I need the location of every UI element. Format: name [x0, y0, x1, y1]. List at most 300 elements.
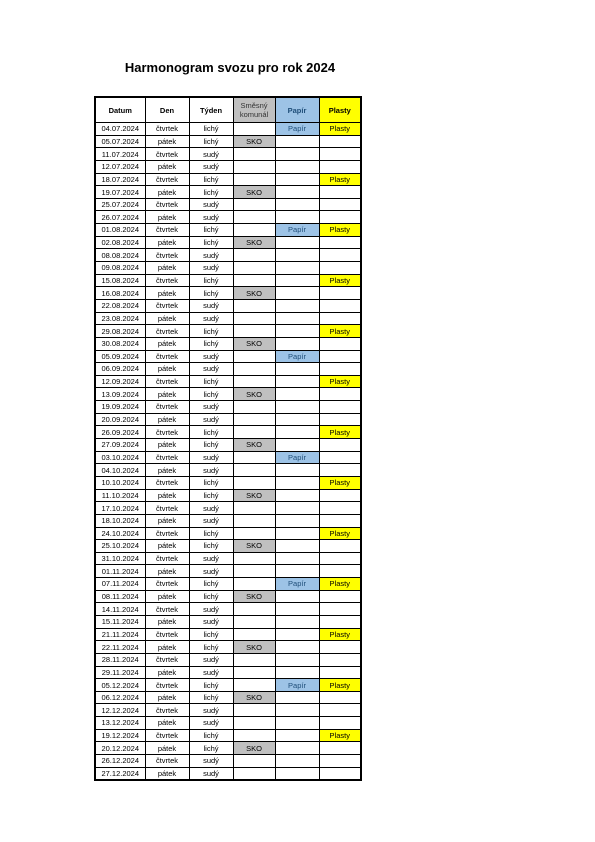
cell-mixed-waste: SKO: [233, 236, 275, 249]
cell-plastic: Plasty: [319, 224, 361, 237]
cell-date: 30.08.2024: [95, 337, 145, 350]
cell-paper: [275, 375, 319, 388]
cell-plastic: [319, 502, 361, 515]
cell-week: lichý: [189, 325, 233, 338]
cell-plastic: [319, 565, 361, 578]
cell-mixed-waste: [233, 603, 275, 616]
cell-plastic: [319, 287, 361, 300]
cell-day: pátek: [145, 615, 189, 628]
cell-plastic: [319, 755, 361, 768]
cell-week: sudý: [189, 413, 233, 426]
cell-week: sudý: [189, 514, 233, 527]
table-row: [95, 666, 361, 679]
cell-mixed-waste: [233, 123, 275, 136]
table-row: [95, 198, 361, 211]
table-row: [95, 160, 361, 173]
cell-paper: [275, 337, 319, 350]
table-row: [95, 691, 361, 704]
table-row: [95, 413, 361, 426]
cell-mixed-waste: [233, 666, 275, 679]
cell-mixed-waste: [233, 224, 275, 237]
cell-day: čtvrtek: [145, 224, 189, 237]
cell-week: sudý: [189, 312, 233, 325]
cell-week: lichý: [189, 224, 233, 237]
table-row: [95, 262, 361, 275]
cell-week: sudý: [189, 502, 233, 515]
cell-plastic: [319, 299, 361, 312]
cell-mixed-waste: [233, 262, 275, 275]
cell-date: 06.12.2024: [95, 691, 145, 704]
cell-day: pátek: [145, 388, 189, 401]
cell-mixed-waste: [233, 274, 275, 287]
table-row: [95, 603, 361, 616]
table-row: [95, 211, 361, 224]
cell-plastic: [319, 464, 361, 477]
cell-mixed-waste: [233, 312, 275, 325]
cell-paper: [275, 401, 319, 414]
cell-date: 20.12.2024: [95, 742, 145, 755]
cell-plastic: Plasty: [319, 679, 361, 692]
cell-plastic: [319, 552, 361, 565]
table-row: [95, 236, 361, 249]
cell-mixed-waste: [233, 628, 275, 641]
table-row: [95, 653, 361, 666]
header-mixed-waste: Směsný komunál: [233, 97, 275, 123]
cell-mixed-waste: [233, 615, 275, 628]
table-row: [95, 729, 361, 742]
cell-date: 12.09.2024: [95, 375, 145, 388]
cell-paper: [275, 552, 319, 565]
table-row: [95, 540, 361, 553]
cell-date: 24.10.2024: [95, 527, 145, 540]
cell-paper: [275, 426, 319, 439]
cell-day: čtvrtek: [145, 401, 189, 414]
header-date: Datum: [95, 97, 145, 123]
cell-day: pátek: [145, 186, 189, 199]
cell-week: sudý: [189, 148, 233, 161]
cell-mixed-waste: [233, 413, 275, 426]
cell-week: lichý: [189, 186, 233, 199]
table-row: [95, 363, 361, 376]
cell-week: lichý: [189, 375, 233, 388]
cell-mixed-waste: [233, 426, 275, 439]
cell-week: lichý: [189, 439, 233, 452]
cell-date: 31.10.2024: [95, 552, 145, 565]
cell-week: sudý: [189, 198, 233, 211]
cell-mixed-waste: [233, 249, 275, 262]
cell-week: sudý: [189, 666, 233, 679]
cell-mixed-waste: [233, 198, 275, 211]
cell-day: pátek: [145, 464, 189, 477]
cell-plastic: Plasty: [319, 325, 361, 338]
cell-day: čtvrtek: [145, 451, 189, 464]
cell-mixed-waste: [233, 401, 275, 414]
cell-paper: [275, 704, 319, 717]
cell-day: čtvrtek: [145, 679, 189, 692]
cell-mixed-waste: [233, 363, 275, 376]
cell-plastic: Plasty: [319, 173, 361, 186]
table-row: [95, 552, 361, 565]
cell-plastic: [319, 363, 361, 376]
cell-plastic: [319, 135, 361, 148]
cell-day: pátek: [145, 413, 189, 426]
cell-plastic: [319, 350, 361, 363]
cell-paper: [275, 299, 319, 312]
cell-week: lichý: [189, 337, 233, 350]
cell-mixed-waste: SKO: [233, 439, 275, 452]
table-row: [95, 375, 361, 388]
cell-date: 08.08.2024: [95, 249, 145, 262]
cell-mixed-waste: SKO: [233, 641, 275, 654]
cell-mixed-waste: SKO: [233, 691, 275, 704]
cell-plastic: [319, 160, 361, 173]
cell-mixed-waste: [233, 299, 275, 312]
cell-plastic: [319, 249, 361, 262]
cell-mixed-waste: [233, 148, 275, 161]
cell-date: 01.11.2024: [95, 565, 145, 578]
cell-date: 25.10.2024: [95, 540, 145, 553]
cell-week: sudý: [189, 755, 233, 768]
cell-week: sudý: [189, 350, 233, 363]
cell-date: 04.10.2024: [95, 464, 145, 477]
cell-paper: [275, 186, 319, 199]
header-row: [95, 97, 361, 123]
cell-week: lichý: [189, 578, 233, 591]
cell-date: 02.08.2024: [95, 236, 145, 249]
cell-date: 26.07.2024: [95, 211, 145, 224]
header-paper: Papír: [275, 97, 319, 123]
cell-paper: Papír: [275, 578, 319, 591]
cell-paper: Papír: [275, 350, 319, 363]
cell-mixed-waste: [233, 704, 275, 717]
table-row: [95, 767, 361, 780]
cell-date: 18.07.2024: [95, 173, 145, 186]
cell-week: sudý: [189, 565, 233, 578]
cell-day: čtvrtek: [145, 173, 189, 186]
cell-mixed-waste: SKO: [233, 590, 275, 603]
cell-week: sudý: [189, 603, 233, 616]
table-row: [95, 679, 361, 692]
cell-date: 20.09.2024: [95, 413, 145, 426]
cell-date: 27.09.2024: [95, 439, 145, 452]
cell-date: 22.11.2024: [95, 641, 145, 654]
cell-mixed-waste: [233, 350, 275, 363]
cell-day: pátek: [145, 363, 189, 376]
cell-week: lichý: [189, 274, 233, 287]
cell-plastic: [319, 388, 361, 401]
document-title: Harmonogram svozu pro rok 2024: [124, 60, 336, 75]
cell-mixed-waste: SKO: [233, 135, 275, 148]
table-row: [95, 476, 361, 489]
cell-paper: [275, 590, 319, 603]
cell-day: pátek: [145, 262, 189, 275]
cell-plastic: [319, 666, 361, 679]
cell-date: 08.11.2024: [95, 590, 145, 603]
cell-date: 23.08.2024: [95, 312, 145, 325]
cell-day: čtvrtek: [145, 123, 189, 136]
table-row: [95, 299, 361, 312]
cell-paper: [275, 691, 319, 704]
cell-day: čtvrtek: [145, 148, 189, 161]
cell-day: pátek: [145, 514, 189, 527]
cell-plastic: [319, 514, 361, 527]
cell-day: pátek: [145, 135, 189, 148]
cell-paper: [275, 198, 319, 211]
cell-plastic: [319, 186, 361, 199]
cell-date: 13.09.2024: [95, 388, 145, 401]
table-row: [95, 464, 361, 477]
cell-paper: [275, 211, 319, 224]
table-row: [95, 628, 361, 641]
table-row: [95, 173, 361, 186]
cell-week: sudý: [189, 767, 233, 780]
cell-plastic: Plasty: [319, 375, 361, 388]
cell-mixed-waste: [233, 173, 275, 186]
cell-week: sudý: [189, 704, 233, 717]
cell-plastic: [319, 653, 361, 666]
header-plastic: Plasty: [319, 97, 361, 123]
cell-mixed-waste: SKO: [233, 186, 275, 199]
cell-plastic: [319, 236, 361, 249]
cell-mixed-waste: [233, 653, 275, 666]
table-row: [95, 641, 361, 654]
cell-day: pátek: [145, 717, 189, 730]
cell-date: 06.09.2024: [95, 363, 145, 376]
cell-paper: [275, 641, 319, 654]
cell-plastic: [319, 262, 361, 275]
cell-plastic: [319, 691, 361, 704]
table-row: [95, 502, 361, 515]
cell-paper: [275, 312, 319, 325]
cell-mixed-waste: [233, 767, 275, 780]
cell-day: čtvrtek: [145, 198, 189, 211]
table-row: [95, 439, 361, 452]
cell-week: sudý: [189, 262, 233, 275]
cell-week: sudý: [189, 464, 233, 477]
cell-paper: Papír: [275, 224, 319, 237]
cell-paper: [275, 274, 319, 287]
cell-day: pátek: [145, 439, 189, 452]
table-row: [95, 514, 361, 527]
cell-paper: [275, 729, 319, 742]
cell-week: sudý: [189, 363, 233, 376]
cell-plastic: Plasty: [319, 274, 361, 287]
cell-day: pátek: [145, 565, 189, 578]
cell-paper: [275, 439, 319, 452]
cell-date: 11.07.2024: [95, 148, 145, 161]
cell-day: čtvrtek: [145, 603, 189, 616]
cell-mixed-waste: SKO: [233, 388, 275, 401]
table-row: [95, 590, 361, 603]
cell-mixed-waste: [233, 717, 275, 730]
table-row: [95, 451, 361, 464]
cell-day: čtvrtek: [145, 653, 189, 666]
cell-day: čtvrtek: [145, 299, 189, 312]
cell-paper: [275, 666, 319, 679]
cell-week: lichý: [189, 123, 233, 136]
cell-day: pátek: [145, 337, 189, 350]
table-row: [95, 426, 361, 439]
cell-day: čtvrtek: [145, 628, 189, 641]
cell-day: pátek: [145, 742, 189, 755]
table-row: [95, 578, 361, 591]
cell-day: čtvrtek: [145, 527, 189, 540]
cell-day: čtvrtek: [145, 325, 189, 338]
table-row: [95, 325, 361, 338]
cell-day: čtvrtek: [145, 552, 189, 565]
table-row: [95, 337, 361, 350]
cell-date: 05.09.2024: [95, 350, 145, 363]
cell-mixed-waste: [233, 514, 275, 527]
cell-day: čtvrtek: [145, 426, 189, 439]
cell-day: pátek: [145, 489, 189, 502]
cell-date: 05.07.2024: [95, 135, 145, 148]
cell-paper: [275, 135, 319, 148]
cell-date: 22.08.2024: [95, 299, 145, 312]
cell-date: 19.07.2024: [95, 186, 145, 199]
cell-mixed-waste: [233, 552, 275, 565]
cell-paper: [275, 527, 319, 540]
cell-date: 05.12.2024: [95, 679, 145, 692]
cell-paper: [275, 160, 319, 173]
cell-plastic: [319, 451, 361, 464]
cell-date: 18.10.2024: [95, 514, 145, 527]
cell-date: 13.12.2024: [95, 717, 145, 730]
cell-paper: [275, 742, 319, 755]
cell-plastic: [319, 489, 361, 502]
table-row: [95, 249, 361, 262]
cell-week: lichý: [189, 476, 233, 489]
cell-plastic: Plasty: [319, 729, 361, 742]
cell-day: pátek: [145, 287, 189, 300]
cell-date: 29.11.2024: [95, 666, 145, 679]
cell-mixed-waste: [233, 325, 275, 338]
cell-date: 27.12.2024: [95, 767, 145, 780]
cell-paper: [275, 363, 319, 376]
cell-week: sudý: [189, 451, 233, 464]
table-row: [95, 186, 361, 199]
cell-date: 01.08.2024: [95, 224, 145, 237]
cell-day: čtvrtek: [145, 274, 189, 287]
cell-plastic: [319, 148, 361, 161]
cell-mixed-waste: [233, 578, 275, 591]
cell-plastic: [319, 603, 361, 616]
cell-week: lichý: [189, 527, 233, 540]
cell-date: 29.08.2024: [95, 325, 145, 338]
cell-date: 14.11.2024: [95, 603, 145, 616]
cell-plastic: [319, 413, 361, 426]
cell-date: 10.10.2024: [95, 476, 145, 489]
cell-day: čtvrtek: [145, 375, 189, 388]
cell-paper: Papír: [275, 679, 319, 692]
table-row: [95, 615, 361, 628]
cell-week: lichý: [189, 388, 233, 401]
cell-paper: [275, 615, 319, 628]
table-row: [95, 135, 361, 148]
cell-week: lichý: [189, 679, 233, 692]
cell-day: pátek: [145, 211, 189, 224]
cell-plastic: [319, 337, 361, 350]
cell-plastic: Plasty: [319, 527, 361, 540]
cell-date: 09.08.2024: [95, 262, 145, 275]
cell-paper: [275, 476, 319, 489]
cell-date: 15.08.2024: [95, 274, 145, 287]
cell-date: 21.11.2024: [95, 628, 145, 641]
cell-week: sudý: [189, 249, 233, 262]
table-row: [95, 401, 361, 414]
header-week: Týden: [189, 97, 233, 123]
cell-plastic: [319, 767, 361, 780]
cell-week: lichý: [189, 426, 233, 439]
cell-date: 26.09.2024: [95, 426, 145, 439]
cell-day: pátek: [145, 236, 189, 249]
cell-week: sudý: [189, 717, 233, 730]
cell-plastic: [319, 742, 361, 755]
cell-date: 17.10.2024: [95, 502, 145, 515]
cell-paper: [275, 262, 319, 275]
cell-date: 19.12.2024: [95, 729, 145, 742]
cell-mixed-waste: [233, 527, 275, 540]
table-row: [95, 123, 361, 136]
cell-paper: [275, 502, 319, 515]
cell-plastic: [319, 211, 361, 224]
cell-paper: [275, 249, 319, 262]
cell-paper: [275, 653, 319, 666]
cell-day: pátek: [145, 590, 189, 603]
collection-schedule-table: [94, 96, 362, 781]
cell-date: 12.12.2024: [95, 704, 145, 717]
cell-plastic: Plasty: [319, 123, 361, 136]
cell-week: lichý: [189, 729, 233, 742]
cell-paper: [275, 173, 319, 186]
cell-day: pátek: [145, 312, 189, 325]
cell-paper: [275, 148, 319, 161]
cell-mixed-waste: [233, 160, 275, 173]
table-row: [95, 148, 361, 161]
cell-plastic: Plasty: [319, 628, 361, 641]
cell-day: čtvrtek: [145, 755, 189, 768]
cell-date: 07.11.2024: [95, 578, 145, 591]
cell-paper: [275, 489, 319, 502]
cell-paper: [275, 236, 319, 249]
cell-plastic: [319, 312, 361, 325]
cell-date: 25.07.2024: [95, 198, 145, 211]
cell-date: 26.12.2024: [95, 755, 145, 768]
cell-day: pátek: [145, 691, 189, 704]
cell-mixed-waste: [233, 679, 275, 692]
table-row: [95, 388, 361, 401]
cell-paper: [275, 603, 319, 616]
table-row: [95, 755, 361, 768]
table-row: [95, 287, 361, 300]
cell-paper: [275, 717, 319, 730]
cell-week: lichý: [189, 236, 233, 249]
cell-day: pátek: [145, 160, 189, 173]
header-day: Den: [145, 97, 189, 123]
cell-date: 16.08.2024: [95, 287, 145, 300]
cell-week: lichý: [189, 287, 233, 300]
cell-mixed-waste: [233, 502, 275, 515]
cell-plastic: Plasty: [319, 476, 361, 489]
cell-date: 03.10.2024: [95, 451, 145, 464]
cell-week: sudý: [189, 615, 233, 628]
cell-paper: Papír: [275, 451, 319, 464]
cell-week: lichý: [189, 691, 233, 704]
cell-day: pátek: [145, 540, 189, 553]
cell-day: čtvrtek: [145, 729, 189, 742]
table-row: [95, 565, 361, 578]
cell-week: lichý: [189, 590, 233, 603]
